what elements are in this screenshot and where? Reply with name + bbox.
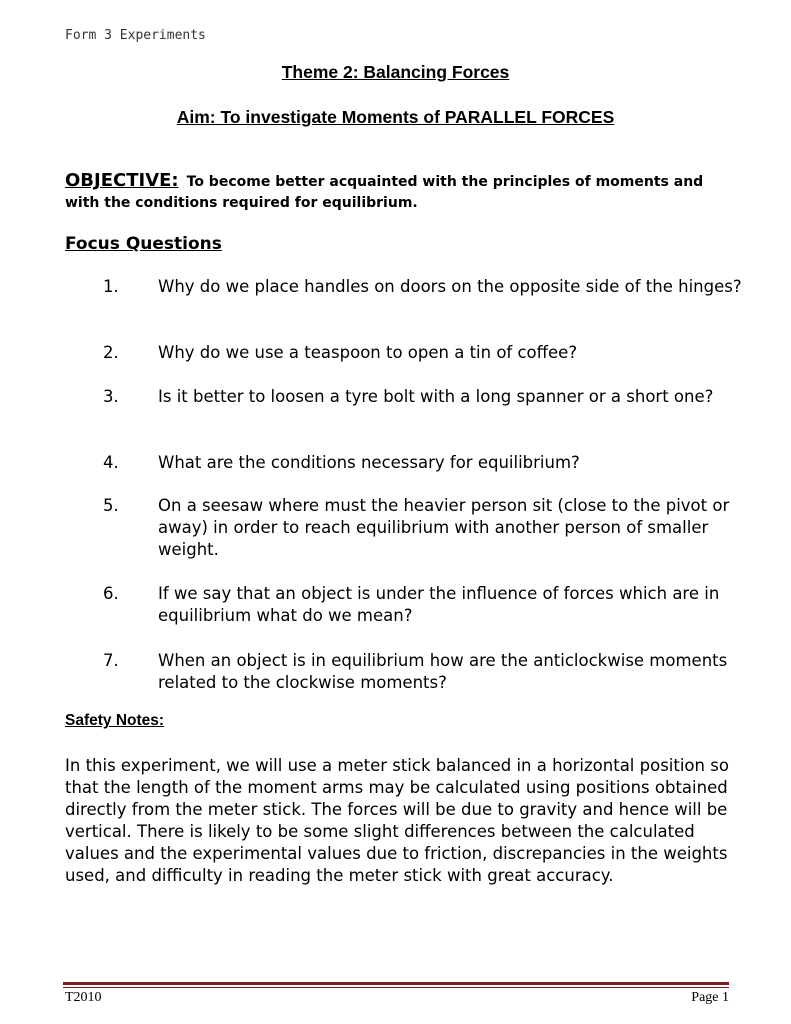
- footer-rule: [63, 982, 729, 985]
- question-text: If we say that an object is under the influence of forces which are in equilibrium what do we mean?: [158, 584, 720, 625]
- question-number: 1.: [103, 277, 119, 296]
- aim-title: Aim: To investigate Moments of PARALLEL FORCES: [176, 107, 615, 127]
- page-number: Page 1: [691, 990, 729, 1005]
- focus-questions-heading: Focus Questions: [65, 234, 222, 254]
- safety-notes-heading: Safety Notes:: [65, 712, 165, 729]
- running-header: Form 3 Experiments: [65, 28, 206, 43]
- question-text: On a seesaw where must the heavier person sit (close to the pivot or away) in order to reach equilibrium with another person of smaller weight.: [158, 496, 730, 559]
- safety-notes-body: In this experiment, we will use a meter stick balanced in a horizontal position so that the length of the moment arms may be calculated using positions obtained directly from the meter stick. The forces will be due to gravity and hence will be vertical. There is likely to be some slight differences between the calculated values and the experimental values due to friction, discrepancies in the weights used, and difficulty in reading the meter stick with great accuracy.: [65, 756, 729, 885]
- question-number: 5.: [103, 496, 119, 515]
- theme-title: Theme 2: Balancing Forces: [281, 62, 510, 82]
- question-number: 6.: [103, 584, 119, 603]
- question-number: 7.: [103, 651, 119, 670]
- question-number: 3.: [103, 387, 119, 406]
- footer-rule-thin: [63, 987, 729, 988]
- question-text: Why do we use a teaspoon to open a tin of coffee?: [158, 343, 578, 362]
- objective-text: To become better acquainted with the principles of moments and with the conditions required for equilibrium.: [65, 174, 704, 211]
- question-number: 4.: [103, 453, 119, 472]
- objective-paragraph: [65, 170, 705, 214]
- question-text: What are the conditions necessary for equilibrium?: [158, 453, 580, 472]
- question-text: Is it better to loosen a tyre bolt with a long spanner or a short one?: [158, 387, 714, 406]
- footer-code: T2010: [65, 990, 102, 1005]
- question-text: Why do we place handles on doors on the opposite side of the hinges?: [158, 277, 742, 296]
- objective-label: OBJECTIVE:: [65, 170, 179, 191]
- question-number: 2.: [103, 343, 119, 362]
- question-text: When an object is in equilibrium how are the anticlockwise moments related to the clockwise moments?: [158, 651, 728, 692]
